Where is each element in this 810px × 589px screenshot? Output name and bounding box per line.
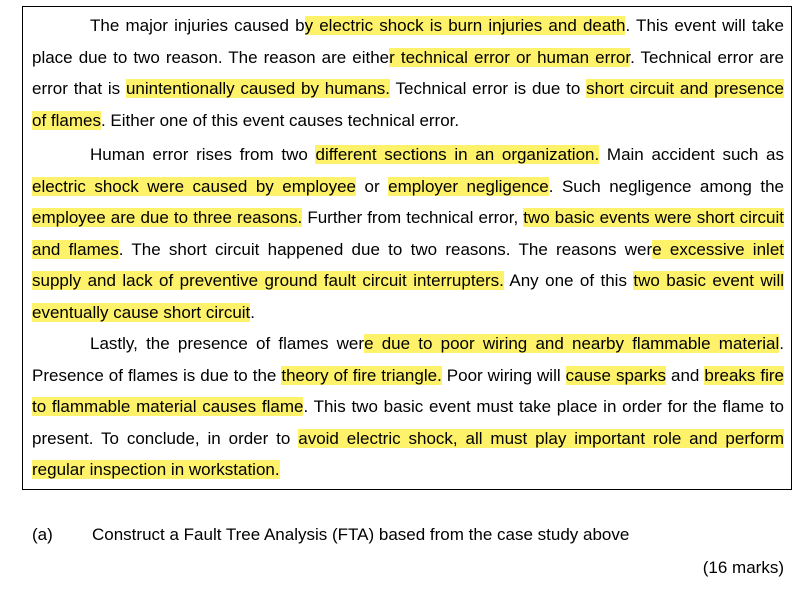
highlighted-text: unintentionally caused by humans. — [125, 79, 391, 98]
body-text: . Either one of this event causes technical error. — [100, 110, 460, 130]
question-marks: (16 marks) — [702, 558, 784, 577]
body-text: . This event will take place due to two reason. The reason are eithe — [32, 16, 784, 67]
paragraph-2 — [32, 139, 784, 328]
highlighted-text: employee are due to three reasons. — [32, 208, 303, 227]
highlighted-text: e excessive inlet supply and lack of preventive ground fault circuit interrupters. — [32, 239, 784, 290]
body-text: and — [666, 365, 705, 385]
body-text: . Such negligence among the — [548, 176, 785, 196]
highlighted-text: two basic event will eventually cause short circuit — [32, 271, 784, 322]
question-text: Construct a Fault Tree Analysis (FTA) based from the case study above — [92, 525, 630, 544]
highlighted-text: theory of fire triangle. — [281, 365, 442, 385]
body-text: . Technical error are error that is — [32, 47, 784, 98]
body-text: . This two basic event must take place in order for the flame to present. To conclude, in order to — [32, 397, 784, 448]
highlighted-text: cause sparks — [565, 365, 667, 385]
body-text: Technical error is due to — [390, 79, 587, 98]
highlighted-text: r technical error or human error — [389, 47, 631, 67]
question-number: (a) — [32, 525, 53, 544]
body-text: Any one of this — [503, 271, 634, 290]
paragraph-1 — [32, 10, 784, 136]
body-text: . — [250, 302, 256, 322]
highlighted-text: different sections in an organization. — [315, 145, 600, 164]
body-text: Poor wiring will — [441, 365, 566, 385]
body-text: or — [356, 176, 389, 196]
body-text: . Presence of flames is due to the — [32, 334, 784, 385]
body-text: Main accident such as — [599, 145, 785, 164]
highlighted-text: electric shock were caused by employee — [32, 176, 357, 196]
body-text: The major injuries caused b — [90, 16, 305, 35]
highlighted-text: avoid electric shock, all must play important role and perform regular inspection in workstation. — [32, 428, 785, 479]
highlighted-text: two basic events were short circuit and flames — [32, 208, 784, 259]
highlighted-text: breaks fire to flammable material causes flame — [32, 365, 784, 416]
body-text: . The short circuit happened due to two reasons. The reasons wer — [118, 239, 653, 259]
paragraph-3 — [32, 328, 784, 486]
highlighted-text: y electric shock is burn injuries and death — [304, 16, 626, 35]
body-text: Lastly, the presence of flames wer — [90, 334, 365, 353]
highlighted-text: short circuit and presence of flames — [32, 79, 784, 130]
highlighted-text: employer negligence — [388, 176, 549, 196]
body-text: Human error rises from two — [90, 145, 316, 164]
highlighted-text: e due to poor wiring and nearby flammable material — [364, 334, 780, 353]
body-text: Further from technical error, — [302, 208, 524, 227]
